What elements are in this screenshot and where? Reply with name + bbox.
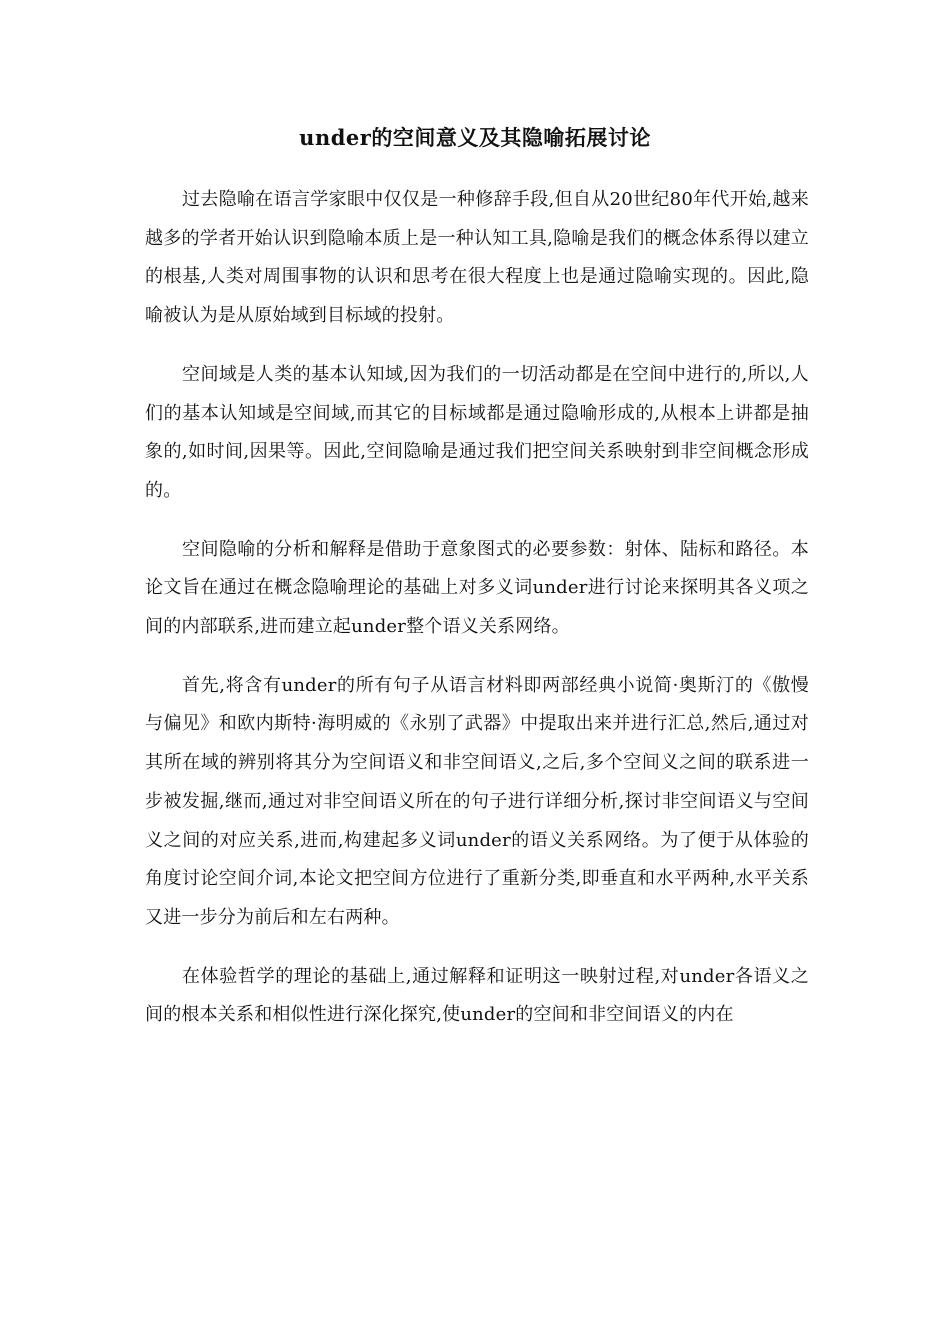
paragraph-5: 在体验哲学的理论的基础上,通过解释和证明这一映射过程,对under各语义之间的根本关系和相似性进行深化探究,使under的空间和非空间语义的内在 (145, 965, 809, 1026)
paragraph-3: 空间隐喻的分析和解释是借助于意象图式的必要参数：射体、陆标和路径。本论文旨在通过在概念隐喻理论的基础上对多义词under进行讨论来探明其各义项之间的内部联系,进而建立起under整个语义关系网络。 (145, 538, 809, 638)
paragraph-2: 空间域是人类的基本认知域,因为我们的一切活动都是在空间中进行的,所以,人们的基本认知域是空间域,而其它的目标域都是通过隐喻形成的,从根本上讲都是抽象的,如时间,因果等。因此,空间隐喻是通过我们把空间关系映射到非空间概念形成的。 (145, 363, 809, 501)
paragraph-1: 过去隐喻在语言学家眼中仅仅是一种修辞手段,但自从20世纪80年代开始,越来越多的学者开始认识到隐喻本质上是一种认知工具,隐喻是我们的概念体系得以建立的根基,人类对周围事物的认识和思考在很大程度上也是通过隐喻实现的。因此,隐喻被认为是从原始域到目标域的投射。 (145, 189, 809, 327)
paragraph-4: 首先,将含有under的所有句子从语言材料即两部经典小说简·奥斯汀的《傲慢与偏见》和欧内斯特·海明威的《永别了武器》中提取出来并进行汇总,然后,通过对其所在域的辨别将其分为空间语义和非空间语义,之后,多个空间义之间的联系进一步被发掘,继而,通过对非空间语义所在的句子进行详细分析,探讨非空间语义与空间义之间的对应关系,进而,构建起多义词under的语义关系网络。为了便于从体验的角度讨论空间介词,本论文把空间方位进行了重新分类,即垂直和水平两种,水平关系又进一步分为前后和左右两种。 (145, 674, 809, 928)
document-body (145, 181, 809, 1035)
document-title: under的空间意义及其隐喻拓展讨论 (299, 125, 651, 150)
